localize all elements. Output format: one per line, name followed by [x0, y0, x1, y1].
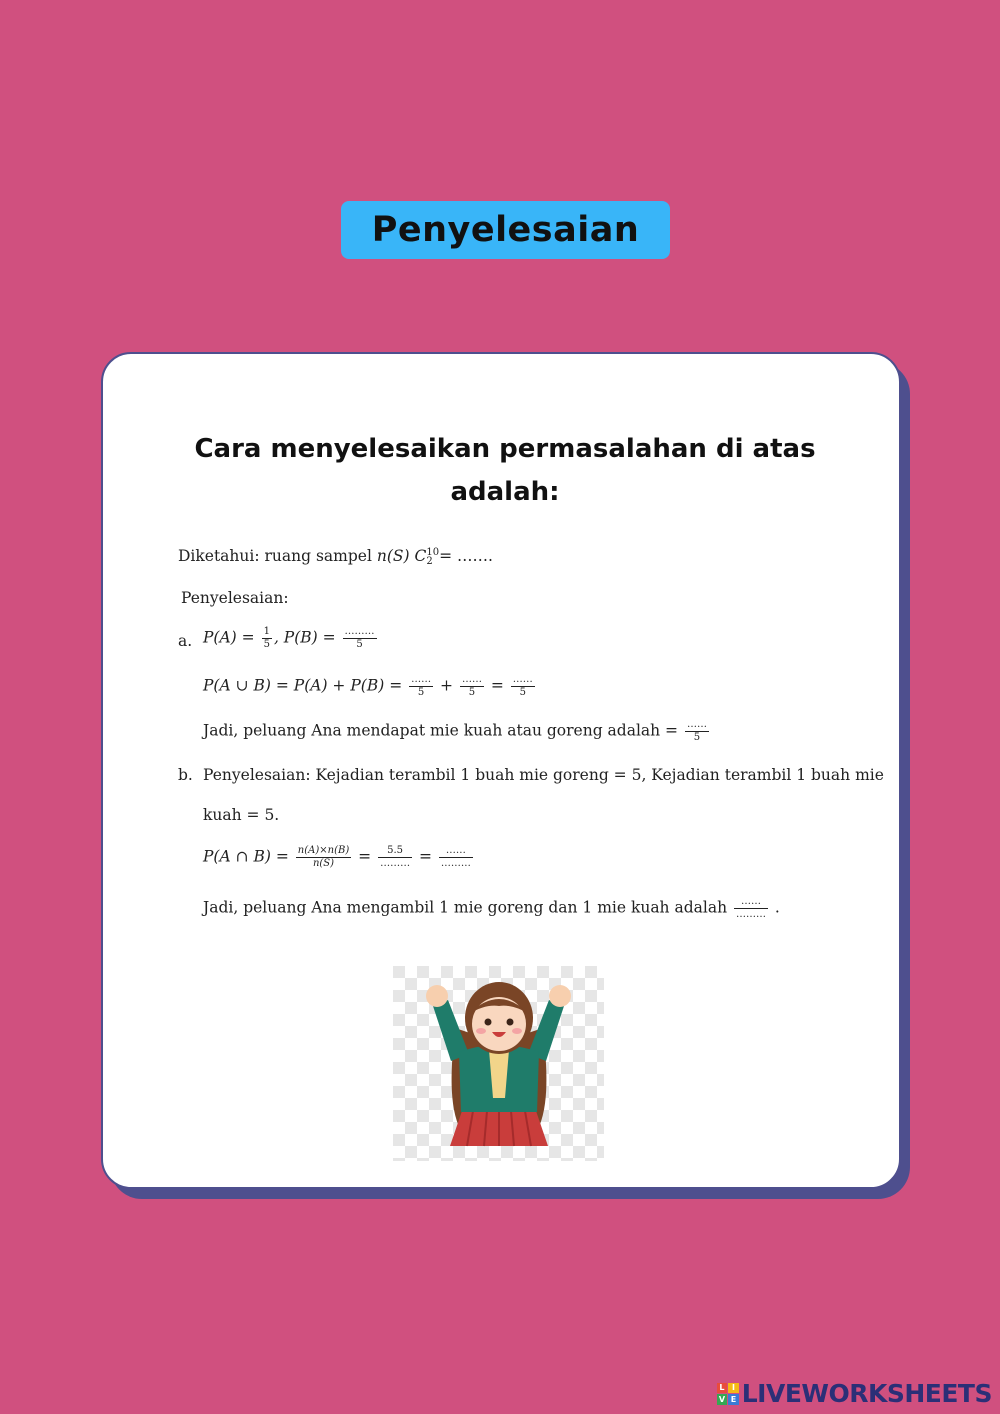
- u3-num: ……: [512, 674, 533, 685]
- item-a-marker: a.: [178, 632, 193, 650]
- u1-num: ……: [411, 674, 432, 685]
- liveworksheets-logo-icon: [717, 1383, 739, 1405]
- item-b-conclusion: [203, 896, 780, 921]
- logo-letter-l: L: [717, 1383, 728, 1394]
- f2-num: 5.5: [378, 845, 412, 858]
- u3-den: 5: [519, 687, 526, 698]
- ca-num: ……: [686, 719, 707, 730]
- item-a-probabilities: [203, 626, 379, 651]
- pa-label: P(A) =: [203, 628, 260, 647]
- diketahui-line: [178, 547, 493, 566]
- pb-den: 5: [356, 639, 363, 650]
- penyelesaian-label: Penyelesaian:: [181, 589, 289, 607]
- union-formula: [203, 674, 537, 699]
- page-title: Penyelesaian: [371, 210, 640, 250]
- card-heading: Cara menyelesaikan permasalahan di atas adalah:: [194, 434, 816, 507]
- conclusion-b-fraction: [734, 896, 768, 921]
- equals-2: =: [414, 847, 437, 866]
- plus-sign: +: [435, 676, 458, 695]
- pb-label: , P(B) =: [273, 628, 341, 647]
- item-b-line1: Penyelesaian: Kejadian terambil 1 buah mie goreng = 5, Kejadian terambil 1 buah mie: [203, 766, 884, 784]
- conclusion-a-text: Jadi, peluang Ana mendapat mie kuah atau goreng adalah =: [203, 721, 683, 740]
- item-b-line2: kuah = 5.: [203, 806, 280, 824]
- diketahui-suffix: = …….: [439, 547, 493, 565]
- brand-text: LIVEWORKSHEETS: [741, 1379, 992, 1408]
- f3-num: ……: [439, 845, 473, 858]
- u2-num: ……: [461, 674, 482, 685]
- inter-frac-2: [378, 845, 412, 870]
- union-lhs: P(A ∪ B) = P(A) + P(B) =: [203, 676, 408, 695]
- item-a-conclusion: [203, 719, 711, 744]
- pb-fraction: [343, 626, 377, 651]
- pa-fraction: [262, 626, 272, 651]
- title-pill: [341, 201, 670, 259]
- intersection-formula: [203, 845, 475, 870]
- f2-den: ………: [380, 858, 411, 869]
- pb-num: ………: [344, 626, 375, 637]
- equals-sign: =: [485, 676, 509, 695]
- conclusion-a-fraction: [685, 719, 709, 744]
- conclusion-b-text: Jadi, peluang Ana mengambil 1 mie goreng dan 1 mie kuah adalah: [203, 898, 732, 917]
- girl-cheering-illustration: [393, 966, 604, 1161]
- diketahui-prefix: Diketahui: ruang sampel: [178, 547, 377, 565]
- comb-symbol: C: [414, 547, 427, 565]
- f1-num: n(A)×n(B): [297, 845, 350, 856]
- ca-den: 5: [693, 732, 701, 743]
- conclusion-b-end: .: [769, 898, 780, 917]
- comb-sup: 10: [426, 547, 440, 558]
- f1-den: n(S): [312, 858, 335, 869]
- logo-letter-v: V: [717, 1394, 728, 1405]
- pa-den: 5: [263, 639, 270, 650]
- cb-den: ………: [735, 909, 766, 920]
- union-frac-2: [460, 674, 484, 699]
- cb-num: ……: [734, 896, 768, 909]
- comb-sub: 2: [426, 556, 433, 567]
- u2-den: 5: [468, 687, 476, 698]
- item-b-marker: b.: [178, 766, 193, 784]
- ns-symbol: n(S): [376, 547, 410, 565]
- liveworksheets-brand[interactable]: [717, 1379, 992, 1408]
- pa-num: 1: [263, 626, 270, 637]
- inter-lhs: P(A ∩ B) =: [203, 847, 294, 866]
- logo-letter-i: I: [728, 1383, 739, 1394]
- inter-frac-3: [439, 845, 473, 870]
- u1-den: 5: [417, 687, 425, 698]
- equals-1: =: [353, 847, 377, 866]
- union-frac-1: [409, 674, 433, 699]
- inter-frac-1: [296, 845, 351, 870]
- logo-letter-e: E: [728, 1394, 739, 1405]
- f3-den: ………: [440, 858, 471, 869]
- union-frac-3: [511, 674, 535, 699]
